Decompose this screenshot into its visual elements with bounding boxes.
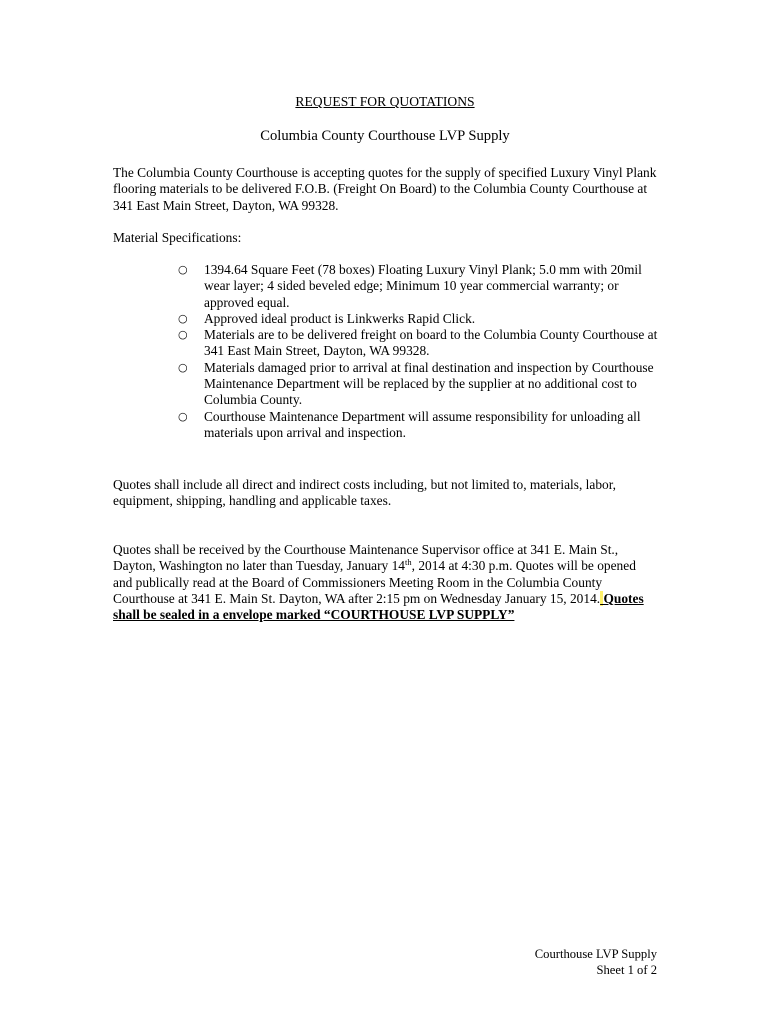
deadline-text-part2: , 2014 at 4:30 p.m. Quotes will be opened and publically read at the Board of Commissioners Meeting Room in the Columbia County Courthouse at 341 E. Main St. Dayton, WA after 2:15 pm on Wednesday January 15, 2014. — [113, 558, 636, 606]
spec-item — [178, 360, 660, 409]
spec-item-text: Approved ideal product is Linkwerks Rapid Click. — [204, 310, 476, 326]
costs-paragraph: Quotes shall include all direct and indirect costs including, but not limited to, materials, labor, equipment, shipping, handling and applicable taxes. — [113, 477, 616, 509]
document-title: REQUEST FOR QUOTATIONS — [295, 94, 475, 109]
spec-item — [178, 409, 660, 442]
page-footer — [535, 947, 657, 978]
hollow-circle-bullet-icon: ○ — [178, 263, 188, 276]
spec-item — [178, 311, 660, 327]
spec-heading: Material Specifications: — [113, 230, 242, 245]
spec-item-text: Materials are to be delivered freight on board to the Columbia County Courthouse at 341 East Main Street, Dayton, WA 99328. — [204, 327, 658, 359]
document-subtitle: Columbia County Courthouse LVP Supply — [260, 128, 510, 144]
hollow-circle-bullet-icon: ○ — [178, 328, 188, 342]
spec-item — [178, 262, 660, 311]
footer-sheet-number: Sheet 1 of 2 — [596, 962, 657, 977]
hollow-circle-bullet-icon: ○ — [178, 360, 188, 374]
footer-document-name: Courthouse LVP Supply — [534, 947, 657, 961]
spec-item-text: Materials damaged prior to arrival at final destination and inspection by Courthouse Maintenance Department will be replaced by the supplier at no additional cost to Columbia County. — [204, 359, 654, 408]
spec-list — [178, 262, 660, 441]
ordinal-suffix: th — [405, 557, 412, 568]
hollow-circle-bullet-icon: ○ — [178, 311, 188, 325]
sealed-envelope-notice: Quotes shall be sealed in a envelope marked “COURTHOUSE LVP SUPPLY” — [113, 590, 644, 623]
spec-item-text: 1394.64 Square Feet (78 boxes) Floating Luxury Vinyl Plank; 5.0 mm with 20mil wear layer; 4 sided beveled edge; Minimum 10 year commercial warranty; or approved equal. — [204, 262, 642, 310]
deadline-text-part1: Quotes shall be received by the Courthouse Maintenance Supervisor office at 341 E. Main St., Dayton, Washington no later than Tuesday, January 14 — [113, 542, 619, 574]
deadline-paragraph — [113, 542, 658, 623]
hollow-circle-bullet-icon: ○ — [178, 409, 188, 423]
spec-item-text: Courthouse Maintenance Department will assume responsibility for unloading all materials upon arrival and inspection. — [204, 408, 641, 440]
spec-item — [178, 327, 660, 360]
intro-paragraph: The Columbia County Courthouse is accepting quotes for the supply of specified Luxury Vinyl Plank flooring materials to be delivered F.O.B. (Freight On Board) to the Columbia County Courthouse at 341 East Main Street, Dayton, WA 99328. — [113, 165, 657, 213]
